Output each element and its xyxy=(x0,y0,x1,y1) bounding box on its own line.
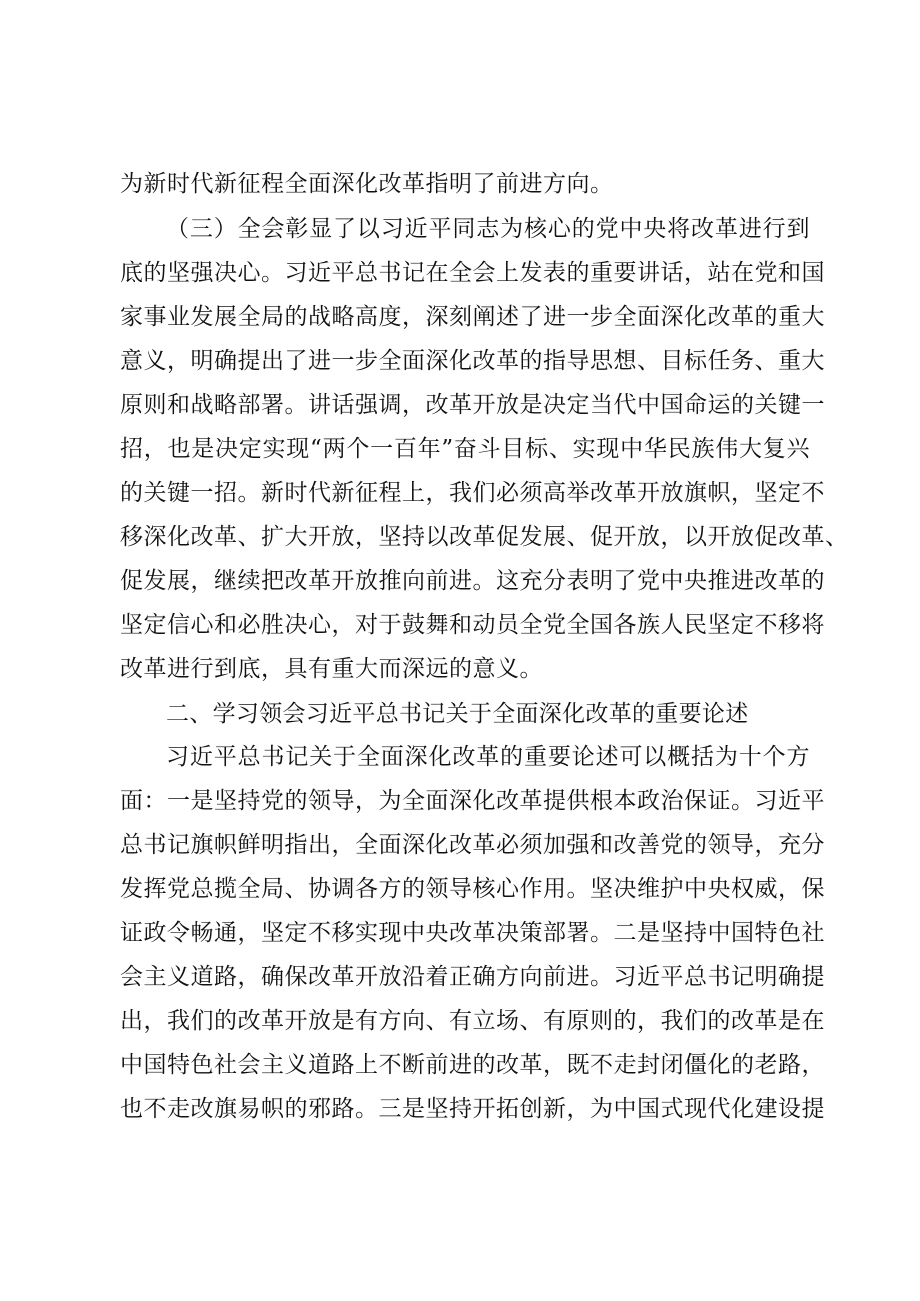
paragraph-line: （三）全会彰显了以习近平同志为核心的党中央将改革进行到 xyxy=(166,216,810,242)
paragraph-line: 也不走改旗易帜的邪路。三是坚持开拓创新，为中国式现代化建设提 xyxy=(120,1096,825,1122)
paragraph-line: 的关键一招。新时代新征程上，我们必须高举改革开放旗帜，坚定不 xyxy=(120,480,825,506)
paragraph-line: 出，我们的改革开放是有方向、有立场、有原则的，我们的改革是在 xyxy=(120,1008,825,1034)
paragraph-line: 移深化改革、扩大开放，坚持以改革促发展、促开放，以开放促改革、 xyxy=(120,524,849,550)
paragraph-line: 底的坚强决心。习近平总书记在全会上发表的重要讲话，站在党和国 xyxy=(120,260,825,286)
paragraph-line: 总书记旗帜鲜明指出，全面深化改革必须加强和改善党的领导，充分 xyxy=(120,832,825,858)
paragraph-line: 坚定信心和必胜决心，对于鼓舞和动员全党全国各族人民坚定不移将 xyxy=(120,612,825,638)
paragraph-line: 习近平总书记关于全面深化改革的重要论述可以概括为十个方 xyxy=(166,744,810,770)
paragraph-line: 原则和战略部署。讲话强调，改革开放是决定当代中国命运的关键一 xyxy=(120,392,825,418)
paragraph-line: 发挥党总揽全局、协调各方的领导核心作用。坚决维护中央权威，保 xyxy=(120,876,825,902)
paragraph-line: 为新时代新征程全面深化改革指明了前进方向。 xyxy=(120,171,614,197)
paragraph-line: 改革进行到底，具有重大而深远的意义。 xyxy=(120,656,543,682)
paragraph-line: 证政令畅通，坚定不移实现中央改革决策部署。二是坚持中国特色社 xyxy=(120,920,825,946)
paragraph-line: 意义，明确提出了进一步全面深化改革的指导思想、目标任务、重大 xyxy=(120,348,825,374)
paragraph-line: 招，也是决定实现“两个一百年”奋斗目标、实现中华民族伟大复兴 xyxy=(120,436,810,462)
paragraph-line: 家事业发展全局的战略高度，深刻阐述了进一步全面深化改革的重大 xyxy=(120,304,825,330)
section-heading: 二、学习领会习近平总书记关于全面深化改革的重要论述 xyxy=(166,701,749,727)
paragraph-line: 促发展，继续把改革开放推向前进。这充分表明了党中央推进改革的 xyxy=(120,568,825,594)
paragraph-line: 面：一是坚持党的领导，为全面深化改革提供根本政治保证。习近平 xyxy=(120,788,825,814)
paragraph-line: 会主义道路，确保改革开放沿着正确方向前进。习近平总书记明确提 xyxy=(120,964,825,990)
paragraph-line: 中国特色社会主义道路上不断前进的改革，既不走封闭僵化的老路， xyxy=(120,1052,825,1078)
